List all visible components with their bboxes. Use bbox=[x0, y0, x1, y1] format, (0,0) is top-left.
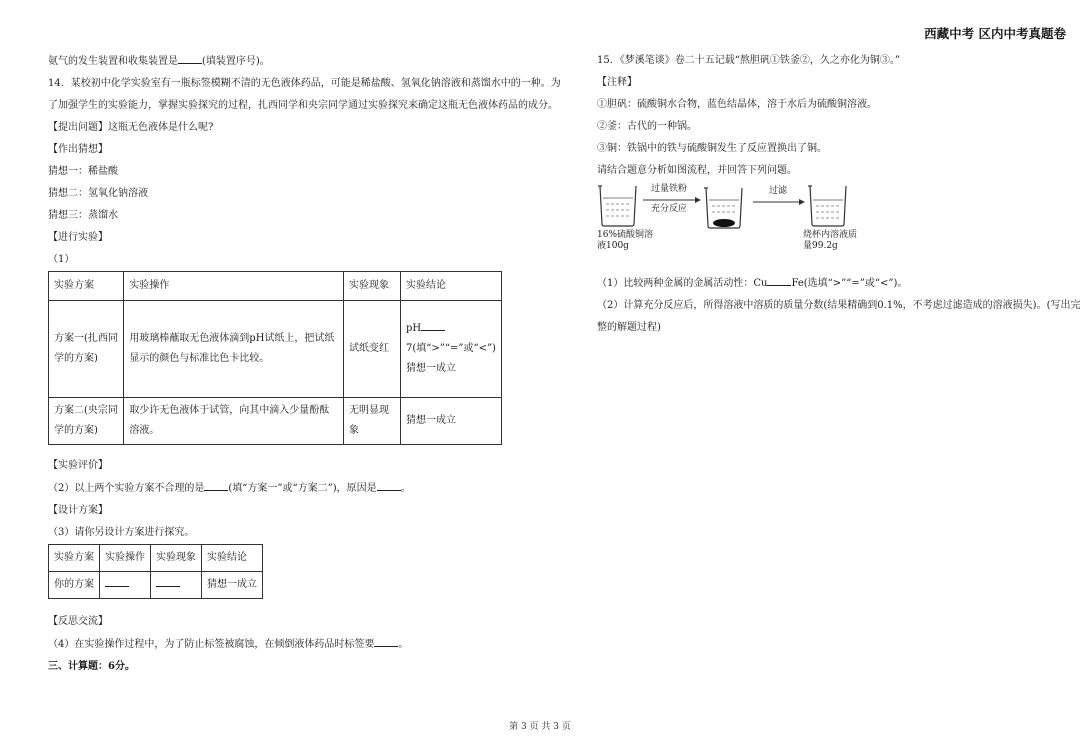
answer-blank[interactable] bbox=[377, 481, 401, 491]
qa-line bbox=[597, 276, 1067, 291]
note-1: ①胆矾：硫酸铜水合物，蓝色结晶体，溶于水后为硫酸铜溶液。 bbox=[597, 99, 877, 110]
answer-blank[interactable] bbox=[421, 321, 445, 331]
heading-design: 【设计方案】 bbox=[48, 505, 108, 516]
conclusion-text: pH bbox=[405, 323, 422, 334]
heading-guess: 【作出猜想】 bbox=[48, 144, 108, 155]
q2-text: （2）以上两个实验方案不合理的是 bbox=[48, 483, 205, 494]
experiment-table bbox=[48, 271, 502, 445]
qa-text-tail: Fe(选填“>”“=”或“<”)。 bbox=[791, 278, 908, 289]
conclusion-text-tail: 7(填“>”“=”或“<”)猜想一成立 bbox=[405, 343, 496, 374]
instruction: 请结合题意分析如图流程，并回答下列问题。 bbox=[597, 165, 797, 176]
answer-blank[interactable] bbox=[767, 276, 791, 286]
table-cell: 无明显现象 bbox=[344, 398, 401, 445]
heading-eval: 【实验评价】 bbox=[48, 460, 108, 471]
answer-blank[interactable] bbox=[156, 577, 180, 587]
arrow-right-icon bbox=[643, 196, 701, 204]
answer-blank[interactable] bbox=[204, 481, 228, 491]
table-cell bbox=[400, 301, 501, 398]
answer-blank[interactable] bbox=[178, 54, 202, 64]
table-header-cell: 实验操作 bbox=[124, 272, 344, 301]
left-column bbox=[48, 54, 561, 682]
table-header-cell: 实验操作 bbox=[100, 545, 151, 572]
beaker-icon bbox=[597, 184, 639, 228]
table-cell: 猜想一成立 bbox=[202, 572, 263, 599]
table-cell: 猜想一成立 bbox=[400, 398, 501, 445]
note-3: ③铜：铁锅中的铁与硫酸铜发生了反应置换出了铜。 bbox=[597, 143, 827, 154]
sub-question-1: （1） bbox=[48, 254, 75, 265]
page-header-title: 西藏中考 区内中考真题卷 bbox=[924, 26, 1066, 41]
q15-title: 15．《梦溪笔谈》卷二十五记载“熬胆矾①铁釜②，久之亦化为铜③。” bbox=[597, 55, 900, 66]
beaker-icon bbox=[703, 186, 745, 230]
q13-text: 氨气的发生装置和收集装置是 bbox=[48, 56, 178, 67]
table-row bbox=[49, 301, 502, 398]
table-header-row bbox=[49, 545, 263, 572]
arrow-2-label: 过滤 bbox=[768, 186, 787, 196]
arrow-1-label-bottom: 充分反应 bbox=[650, 204, 687, 214]
beaker-3-caption: 烧杯内溶液质量99.2g bbox=[803, 230, 858, 251]
answer-blank[interactable] bbox=[374, 637, 398, 647]
heading-experiment: 【进行实验】 bbox=[48, 232, 108, 243]
q14-line-2: 了加强学生的实验能力，掌握实验探究的过程，扎西同学和央宗同学通过实验探究来确定这瓶无色液体药品的成分。 bbox=[48, 100, 558, 111]
table-cell bbox=[151, 572, 202, 599]
qb-line-1: （2）计算充分反应后，所得溶液中溶质的质量分数(结果精确到0.1%，不考虑过滤造成的溶液损失)。(写出完 bbox=[597, 300, 1080, 311]
flow-diagram bbox=[597, 180, 1067, 272]
table-header-cell: 实验现象 bbox=[344, 272, 401, 301]
table-header-cell: 实验方案 bbox=[49, 272, 124, 301]
q2-text-mid: (填“方案一”或“方案二”)，原因是 bbox=[228, 483, 377, 494]
table-cell: 你的方案 bbox=[49, 572, 100, 599]
answer-blank[interactable] bbox=[105, 577, 129, 587]
guess-1: 猜想一：稀盐酸 bbox=[48, 166, 118, 177]
guess-2: 猜想二：氢氧化钠溶液 bbox=[48, 188, 148, 199]
table-header-cell: 实验结论 bbox=[400, 272, 501, 301]
q4-text-end: 。 bbox=[398, 639, 409, 650]
table-row bbox=[49, 572, 263, 599]
section-3-title: 三、计算题：6分。 bbox=[48, 661, 135, 672]
q4-line bbox=[48, 637, 548, 652]
qb-line-2: 整的解题过程) bbox=[597, 322, 661, 333]
table-cell: 方案一(扎西同学的方案) bbox=[49, 301, 124, 398]
table-header-cell: 实验现象 bbox=[151, 545, 202, 572]
page-footer: 第 3 页 共 3 页 bbox=[509, 722, 571, 732]
table-cell: 取少许无色液体于试管，向其中滴入少量酚酞溶液。 bbox=[124, 398, 344, 445]
q3-line: （3）请你另设计方案进行探究。 bbox=[48, 527, 195, 538]
design-table bbox=[48, 544, 263, 599]
q2-line bbox=[48, 481, 548, 496]
table-cell: 用玻璃棒蘸取无色液体滴到pH试纸上，把试纸显示的颜色与标准比色卡比较。 bbox=[124, 301, 344, 398]
heading-reflect: 【反思交流】 bbox=[48, 616, 108, 627]
heading-note: 【注释】 bbox=[597, 77, 637, 88]
q4-text: （4）在实验操作过程中，为了防止标签被腐蚀，在倾倒液体药品时标签要 bbox=[48, 639, 375, 650]
table-header-cell: 实验方案 bbox=[49, 545, 100, 572]
heading-question: 【提出问题】这瓶无色液体是什么呢? bbox=[48, 122, 214, 133]
table-cell bbox=[100, 572, 151, 599]
table-header-cell: 实验结论 bbox=[202, 545, 263, 572]
beaker-1-caption: 16%硫酸铜溶液100g bbox=[597, 230, 654, 251]
note-2: ②釜：古代的一种锅。 bbox=[597, 121, 697, 132]
beaker-icon bbox=[807, 184, 849, 228]
guess-3: 猜想三：蒸馏水 bbox=[48, 210, 118, 221]
arrow-1-label-top: 过量铁粉 bbox=[650, 184, 687, 194]
table-cell: 方案二(央宗同学的方案) bbox=[49, 398, 124, 445]
q13-tail bbox=[48, 54, 548, 69]
table-row bbox=[49, 398, 502, 445]
q2-text-end: 。 bbox=[400, 483, 411, 494]
q14-line-1: 14．某校初中化学实验室有一瓶标签模糊不清的无色液体药品，可能是稀盐酸、氢氧化钠溶液和蒸馏水中的一种。为 bbox=[48, 78, 561, 89]
qa-text: （1）比较两种金属的金属活动性：Cu bbox=[597, 278, 768, 289]
table-cell: 试纸变红 bbox=[344, 301, 401, 398]
right-column bbox=[597, 54, 1080, 343]
arrow-right-icon bbox=[753, 198, 805, 206]
table-header-row bbox=[49, 272, 502, 301]
q13-text-tail: (填装置序号)。 bbox=[202, 56, 270, 67]
